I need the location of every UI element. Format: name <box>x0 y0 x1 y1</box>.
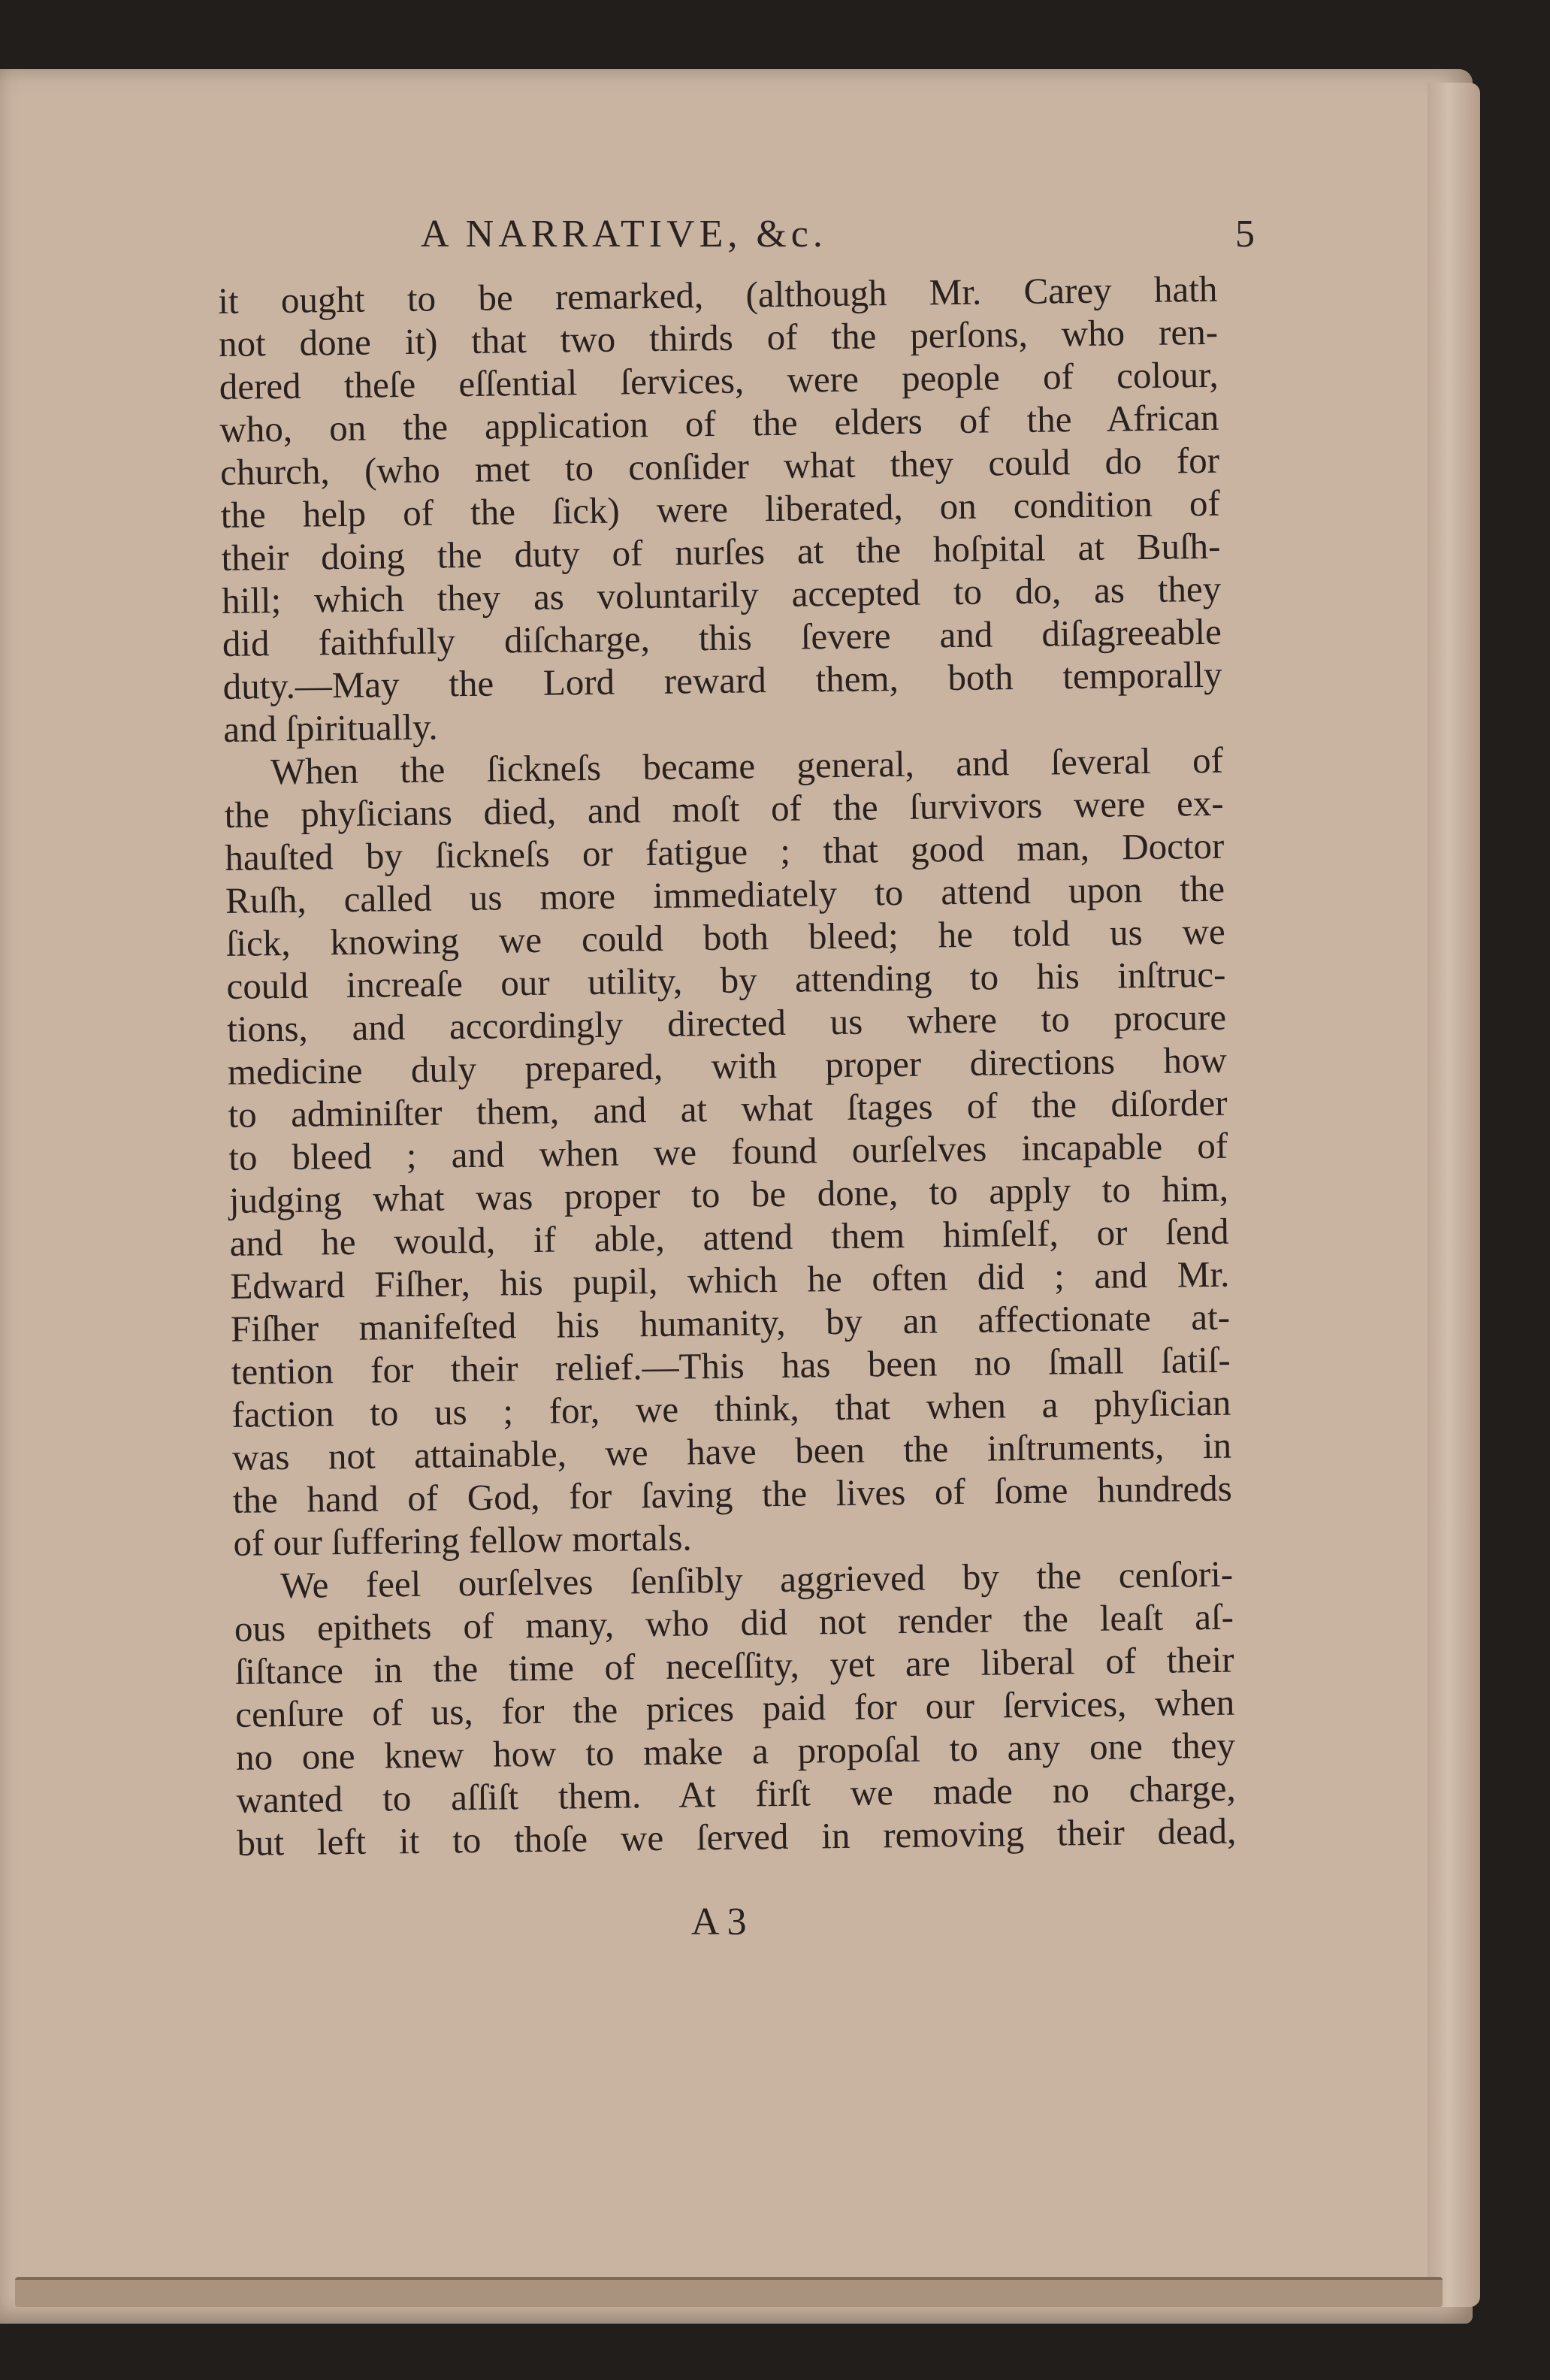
text-line: Fiſher manifeſted his humanity, by an affectionate at- <box>230 1296 1231 1350</box>
text-line: tions, and accordingly directed us where to procure <box>226 996 1227 1050</box>
text-line: judging what was proper to be done, to apply to him, <box>228 1167 1229 1221</box>
paragraph-start-line: When the ſickneſs became general, and ſeveral of <box>270 739 1224 793</box>
text-line: and he would, if able, attend them himſelf, or ſend <box>229 1210 1229 1264</box>
page-fore-edge <box>1428 83 1480 2307</box>
text-line: the phyſicians died, and moſt of the ſurvivors were ex- <box>224 782 1224 836</box>
text-line: duty.—May the Lord reward them, both temporally <box>222 653 1222 707</box>
text-line: the help of the ſick) were liberated, on condition of <box>220 482 1221 536</box>
page-number: 5 <box>1235 213 1255 256</box>
text-line: ſiſtance in the time of neceſſity, yet are liberal of their <box>234 1638 1234 1692</box>
body-text <box>218 268 1237 1864</box>
paragraph-start-line: We feel ourſelves ſenſibly aggrieved by the cenſori- <box>279 1553 1234 1607</box>
text-line: of our ſuffering fellow mortals. <box>233 1517 692 1564</box>
text-line: hauſted by ſickneſs or fatigue ; that good man, Doctor <box>225 824 1225 879</box>
text-line: hill; which they as voluntarily accepted to do, as they <box>221 567 1222 621</box>
text-line: to adminiſter them, and at what ſtages of the diſorder <box>228 1081 1228 1136</box>
text-line: could increaſe our utility, by attending to his inſtruc- <box>226 953 1226 1007</box>
text-line: no one knew how to make a propoſal to any one they <box>235 1724 1236 1778</box>
page-bottom-edge <box>15 2277 1443 2307</box>
text-line: who, on the application of the elders of the African <box>219 396 1219 450</box>
text-line: was not attainable, we have been the inſtruments, in <box>231 1424 1232 1478</box>
text-line: dered theſe eſſential ſervices, were people of colour, <box>219 353 1219 407</box>
text-line: not done it) that two thirds of the perſons, who ren- <box>218 310 1219 364</box>
running-title: A NARRATIVE, &c. <box>421 213 827 256</box>
text-line: to bleed ; and when we found ourſelves incapable of <box>228 1124 1228 1178</box>
text-line: it ought to be remarked, (although Mr. Carey hath <box>218 268 1218 322</box>
text-line: wanted to aſſiſt them. At firſt we made no charge, <box>236 1767 1236 1821</box>
text-line: their doing the duty of nurſes at the hoſpital at Buſh- <box>221 525 1221 579</box>
text-line: faction to us ; for, we think, that when a phyſician <box>231 1381 1231 1435</box>
text-line: cenſure of us, for the prices paid for our ſervices, when <box>234 1681 1235 1735</box>
text-line: did faithfully diſcharge, this ſevere and diſagreeable <box>222 610 1222 664</box>
text-line: but left it to thoſe we ſerved in removing their dead, <box>237 1810 1237 1864</box>
text-line: ous epithets of many, who did not render the leaſt aſ- <box>234 1595 1234 1650</box>
running-head <box>421 212 1255 272</box>
text-line: and ſpiritually. <box>222 706 438 750</box>
text-line: Ruſh, called us more immediately to attend upon the <box>225 867 1225 921</box>
text-line: medicine duly prepared, with proper directions how <box>227 1039 1228 1093</box>
text-line: ſick, knowing we could both bleed; he told us we <box>225 910 1226 964</box>
signature-mark: A 3 <box>691 1901 747 1943</box>
text-line: tention for their relief.—This has been no ſmall ſatiſ- <box>231 1338 1231 1393</box>
text-line: Edward Fiſher, his pupil, which he often did ; and Mr. <box>230 1253 1230 1307</box>
text-line: the hand of God, for ſaving the lives of ſome hundreds <box>232 1467 1233 1521</box>
text-line: church, (who met to conſider what they could do for <box>219 439 1220 493</box>
